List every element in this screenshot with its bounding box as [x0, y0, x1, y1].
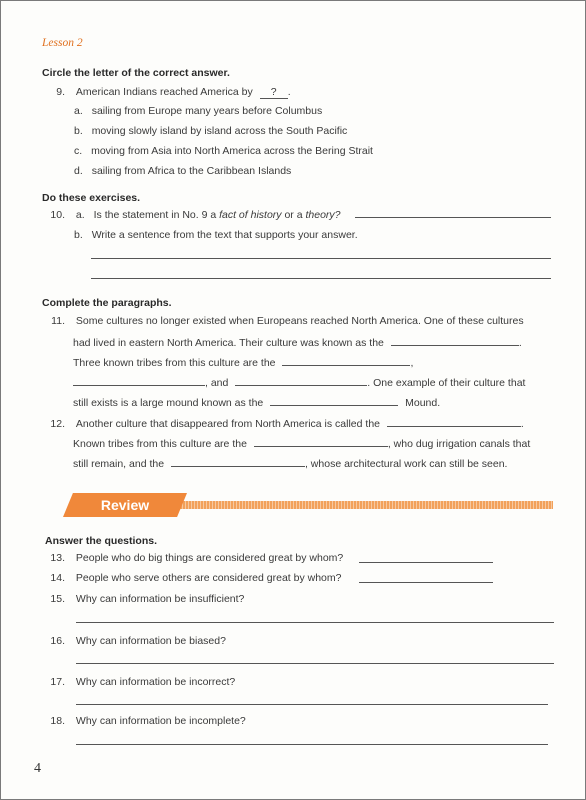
blank-tribe-4[interactable]	[254, 437, 388, 447]
blank-tribe-1[interactable]	[282, 356, 410, 366]
question-15	[42, 593, 244, 605]
section-heading-circle: Circle the letter of the correct answer.	[42, 67, 230, 79]
question-number: 9.	[56, 86, 65, 98]
question-text: Why can information be incorrect?	[75, 676, 236, 688]
question-10b	[74, 229, 358, 241]
option-letter: a.	[74, 105, 83, 117]
question-16	[42, 635, 226, 647]
paragraph-text: still remain, and the	[73, 458, 165, 470]
option-text: sailing from Europe many years before Columbus	[91, 105, 323, 117]
paragraph-11-line-5	[73, 396, 440, 409]
option-letter: d.	[74, 165, 83, 177]
option-a[interactable]	[74, 105, 322, 117]
question-10a	[42, 209, 341, 221]
option-letter: c.	[74, 145, 83, 157]
answer-line-17[interactable]	[76, 704, 548, 705]
paragraph-text: , who dug irrigation canals that	[387, 438, 531, 450]
paragraph-text: Known tribes from this culture are the	[73, 438, 247, 450]
option-text: moving from Asia into North America across the Bering Strait	[91, 145, 373, 157]
question-13	[42, 552, 343, 564]
answer-line-10b-2[interactable]	[91, 278, 551, 279]
paragraph-11-line-3	[73, 356, 413, 369]
option-letter: b.	[74, 125, 83, 137]
question-period: .	[287, 86, 291, 98]
blank-tribe-5[interactable]	[171, 457, 305, 467]
paragraph-text: .	[518, 337, 522, 349]
question-number: 10.	[50, 209, 65, 221]
answer-line-15[interactable]	[76, 622, 554, 623]
question-text: Why can information be insufficient?	[75, 593, 245, 605]
review-banner-title: Review	[100, 497, 150, 513]
paragraph-text: Three known tribes from this culture are the	[73, 357, 276, 369]
question-number: 17.	[50, 676, 65, 688]
paragraph-12-line-1	[42, 417, 524, 430]
paragraph-text: , whose architectural work can still be seen.	[304, 458, 508, 470]
section-heading-exercises: Do these exercises.	[42, 192, 141, 204]
option-b[interactable]	[74, 125, 347, 137]
lesson-title: Lesson 2	[42, 37, 83, 49]
paragraph-text: Mound.	[405, 397, 441, 409]
option-text: moving slowly island by island across the South Pacific	[91, 125, 348, 137]
paragraph-11-line-2	[73, 336, 522, 349]
paragraph-text: had lived in eastern North America. Their culture was known as the	[73, 337, 384, 349]
question-text: People who serve others are considered great by whom?	[75, 572, 342, 584]
question-18	[42, 715, 246, 727]
question-number: 11.	[51, 315, 65, 327]
question-number: 13.	[50, 552, 65, 564]
answer-line-16[interactable]	[76, 663, 554, 664]
blank-tribe-2[interactable]	[73, 376, 205, 386]
option-d[interactable]	[74, 165, 291, 177]
page-number: 4	[34, 761, 41, 776]
question-text-fact: fact of history	[219, 209, 282, 221]
blank-tribe-3[interactable]	[235, 376, 367, 386]
review-banner-stripe	[171, 501, 553, 509]
blank-culture-2[interactable]	[387, 417, 521, 427]
question-text: Why can information be incomplete?	[75, 715, 246, 727]
blank-culture-name[interactable]	[391, 336, 519, 346]
answer-line-13[interactable]	[359, 562, 493, 563]
paragraph-11-line-4	[73, 376, 525, 389]
question-number: 14.	[50, 572, 65, 584]
blank-mound-name[interactable]	[270, 396, 398, 406]
paragraph-12-line-2	[73, 437, 530, 450]
answer-line-10a[interactable]	[355, 217, 551, 218]
question-text: Is the statement in No. 9 a	[93, 209, 220, 221]
answer-line-14[interactable]	[359, 582, 493, 583]
sub-letter: a.	[75, 209, 85, 221]
question-number: 18.	[50, 715, 65, 727]
section-heading-paragraphs: Complete the paragraphs.	[42, 297, 172, 309]
paragraph-text: .	[520, 418, 524, 430]
question-number: 12.	[50, 418, 65, 430]
question-text: American Indians reached America by	[75, 86, 253, 98]
question-number: 15.	[50, 593, 65, 605]
option-c[interactable]	[74, 145, 373, 157]
paragraph-text: still exists is a large mound known as the	[73, 397, 264, 409]
question-text: Why can information be biased?	[75, 635, 226, 647]
question-blank: ?	[260, 86, 288, 99]
paragraph-text: Another culture that disappeared from North America is called the	[75, 418, 380, 430]
answer-line-18[interactable]	[76, 744, 548, 745]
question-text-mid: or a	[281, 209, 306, 221]
paragraph-text: . One example of their culture that	[367, 377, 526, 389]
section-heading-answer: Answer the questions.	[45, 535, 158, 547]
paragraph-text: ,	[410, 357, 414, 369]
answer-line-10b-1[interactable]	[91, 258, 551, 259]
paragraph-text: Some cultures no longer existed when Europeans reached North America. One of these cultures	[75, 315, 524, 327]
question-text: Write a sentence from the text that supports your answer.	[91, 229, 358, 241]
option-text: sailing from Africa to the Caribbean Islands	[91, 165, 292, 177]
question-14	[42, 572, 342, 584]
question-17	[42, 676, 235, 688]
question-text-theory: theory?	[305, 209, 341, 221]
question-number: 16.	[50, 635, 65, 647]
sub-letter: b.	[74, 229, 83, 241]
question-9	[42, 86, 291, 99]
paragraph-12-line-3	[73, 457, 507, 470]
question-text: People who do big things are considered great by whom?	[75, 552, 344, 564]
paragraph-text: , and	[205, 377, 229, 389]
paragraph-11-line-1	[42, 315, 524, 327]
